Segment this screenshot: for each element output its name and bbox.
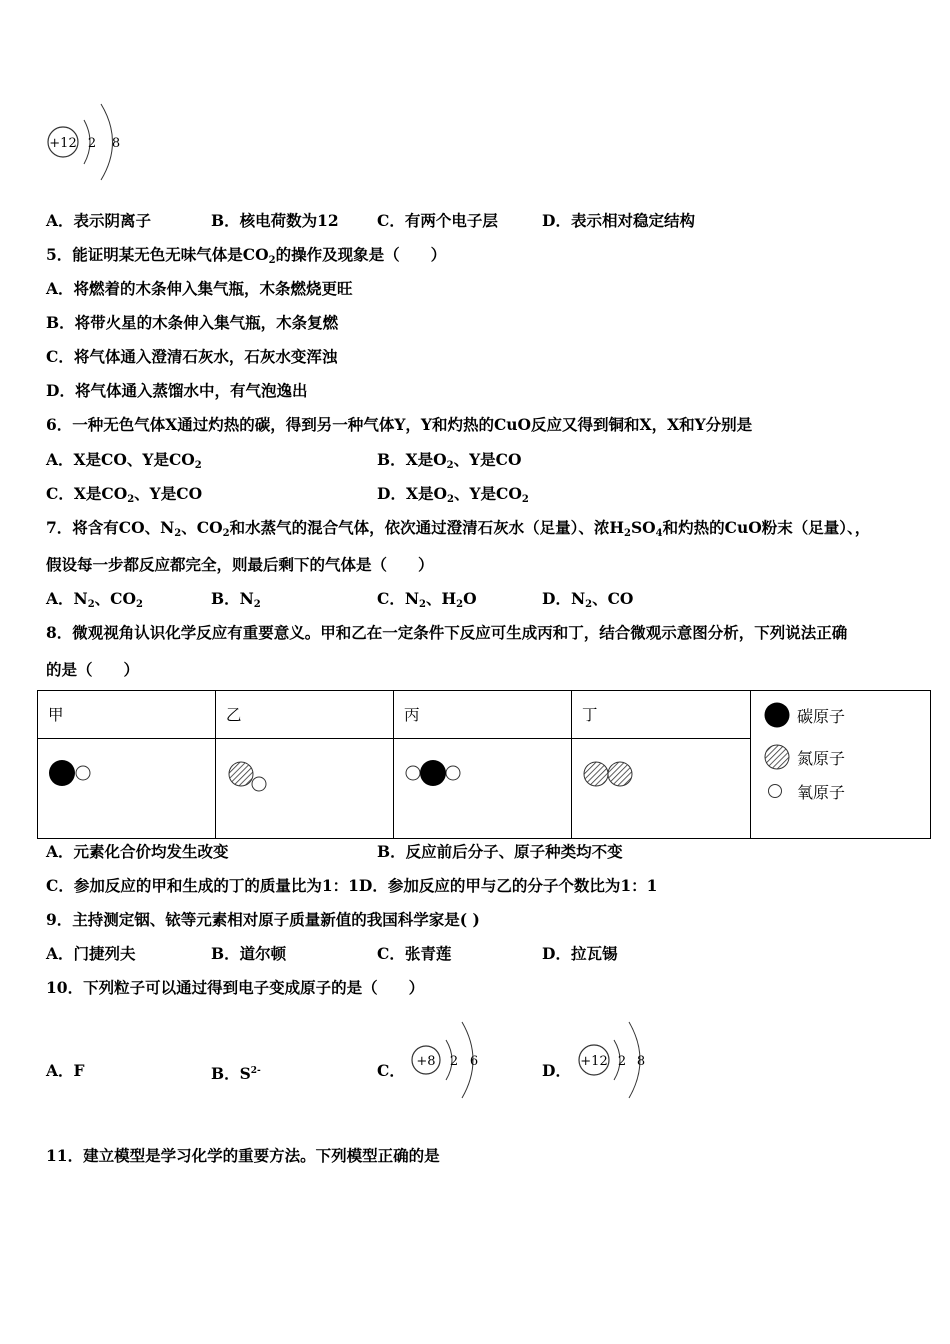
legend-cell	[751, 691, 931, 839]
shell-1-electrons: 2	[87, 136, 97, 151]
oxygen-atom-icon	[763, 777, 791, 805]
q8-stem-line1: 8．微观视角认识化学反应有重要意义。甲和乙在一定条件下反应可生成丙和丁，结合微观示意图分析，下列说法正确	[46, 623, 848, 642]
no-molecule-icon	[224, 755, 284, 799]
shell-2-electrons: 6	[469, 1054, 479, 1069]
q7-stem-line2: 假设每一步都反应都完全，则最后剩下的气体是（ ）	[46, 555, 434, 574]
q4-option-a[interactable]: A．表示阴离子	[46, 211, 152, 230]
molecule-bing-co2	[394, 739, 572, 839]
q10-option-b[interactable]: B．$S^{2-}$	[211, 1064, 261, 1083]
q8-option-b[interactable]: B．反应前后分子、原子种类均不变	[377, 842, 623, 861]
molecule-yi-no	[216, 739, 394, 839]
q7-option-b[interactable]: B．$N_2$	[211, 589, 261, 610]
nucleus-charge: +12	[580, 1054, 608, 1069]
q5-stem: 5．能证明某无色无味气体是$CO_2$的操作及现象是（ ）	[46, 245, 447, 266]
shell-2-electrons: 8	[636, 1054, 646, 1069]
q4-option-c[interactable]: C．有两个电子层	[377, 211, 498, 230]
q6-option-d[interactable]: D．X是$O_2$、Y是$CO_2$	[377, 484, 529, 505]
q9-stem: 9．主持测定铟、铱等元素相对原子质量新值的我国科学家是( )	[46, 910, 480, 929]
shell-1-electrons: 2	[617, 1054, 627, 1069]
q9-option-b[interactable]: B．道尔顿	[211, 944, 287, 963]
q6-option-c[interactable]: C．X是$CO_2$、Y是CO	[46, 484, 203, 505]
nitrogen-atom-icon	[763, 743, 791, 771]
shell-1-electrons: 2	[449, 1054, 459, 1069]
q4-option-d[interactable]: D．表示相对稳定结构	[542, 211, 695, 230]
shell-2-electrons: 8	[111, 136, 121, 151]
molecule-table	[37, 690, 931, 839]
q7-stem-line1: 7．将含有CO、$N_2$、$CO_2$和水蒸气的混合气体，依次通过澄清石灰水（足量）、浓$H_2SO_4$和灼热的CuO粉末（足量）、，	[46, 518, 871, 539]
atom-structure-diagram-q4	[44, 98, 134, 184]
q9-option-d[interactable]: D．拉瓦锡	[542, 944, 618, 963]
legend-oxygen: 氧原子	[763, 777, 845, 805]
q8-stem-line2: 的是（ ）	[46, 660, 140, 679]
nucleus-charge: +8	[416, 1054, 436, 1069]
q5-option-d[interactable]: D．将气体通入蒸馏水中，有气泡逸出	[46, 381, 308, 400]
header-jia: 甲	[38, 691, 216, 739]
molecule-jia-co	[38, 739, 216, 839]
q6-option-b[interactable]: B．X是$O_2$、Y是CO	[377, 450, 522, 471]
q5-option-b[interactable]: B．将带火星的木条伸入集气瓶，木条复燃	[46, 313, 339, 332]
legend-carbon: 碳原子	[763, 701, 845, 729]
nucleus-charge: +12	[49, 136, 77, 151]
q4-option-b[interactable]: B．核电荷数为12	[211, 211, 339, 230]
q5-option-a[interactable]: A．将燃着的木条伸入集气瓶，木条燃烧更旺	[46, 279, 353, 298]
co2-molecule-icon	[402, 755, 472, 795]
q10-option-d[interactable]: D．	[542, 1061, 571, 1080]
header-bing: 丙	[394, 691, 572, 739]
q10-option-a[interactable]: A．F	[46, 1061, 85, 1080]
q10-stem: 10．下列粒子可以通过得到电子变成原子的是（ ）	[46, 978, 425, 997]
q9-option-a[interactable]: A．门捷列夫	[46, 944, 136, 963]
q8-option-a[interactable]: A．元素化合价均发生改变	[46, 842, 229, 861]
q6-stem: 6．一种无色气体X通过灼热的碳，得到另一种气体Y，Y和灼热的CuO反应又得到铜和X，X和Y分别是	[46, 415, 753, 434]
carbon-atom-icon	[763, 701, 791, 729]
q10-option-c[interactable]: C．	[377, 1061, 405, 1080]
header-yi: 乙	[216, 691, 394, 739]
q8-option-cd[interactable]: C．参加反应的甲和生成的丁的质量比为1：1D．参加反应的甲与乙的分子个数比为1：1	[46, 876, 658, 895]
q7-option-d[interactable]: D．$N_2$、CO	[542, 589, 634, 610]
q6-option-a[interactable]: A．X是CO、Y是$CO_2$	[46, 450, 202, 471]
molecule-ding-n2	[572, 739, 751, 839]
legend-nitrogen: 氮原子	[763, 743, 845, 771]
n2-molecule-icon	[580, 755, 650, 795]
q11-stem: 11．建立模型是学习化学的重要方法。下列模型正确的是	[46, 1146, 440, 1165]
atom-structure-diagram-q10d	[575, 1018, 655, 1100]
q7-option-c[interactable]: C．$N_2$、$H_2O$	[377, 589, 477, 610]
header-ding: 丁	[572, 691, 751, 739]
q7-option-a[interactable]: A．$N_2$、$CO_2$	[46, 589, 143, 610]
atom-structure-diagram-q10c	[408, 1018, 488, 1100]
q5-option-c[interactable]: C．将气体通入澄清石灰水，石灰水变浑浊	[46, 347, 338, 366]
q9-option-c[interactable]: C．张青莲	[377, 944, 452, 963]
co-molecule-icon	[46, 755, 106, 795]
